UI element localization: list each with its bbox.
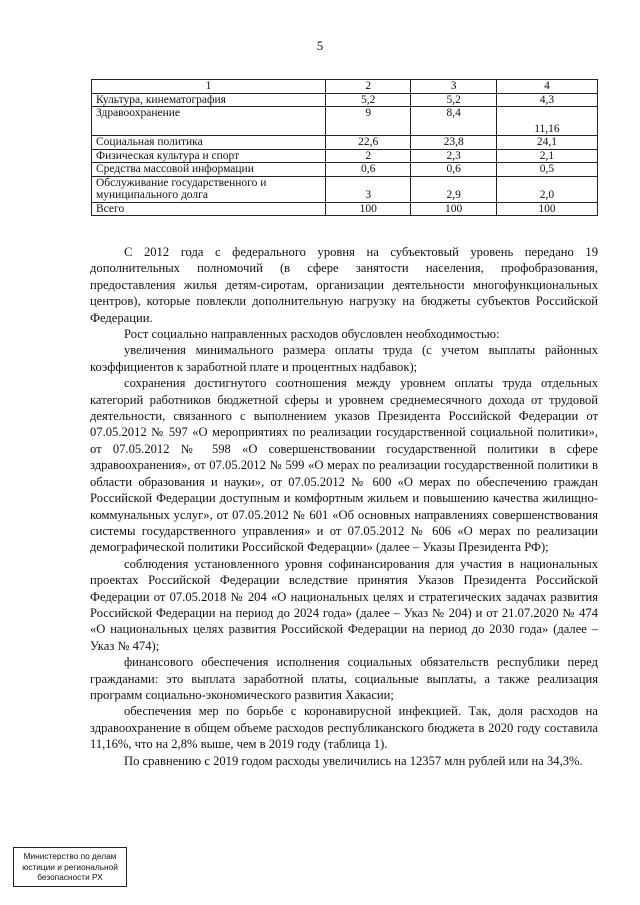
value-cell: 5,2 bbox=[326, 93, 411, 107]
ministry-stamp bbox=[13, 847, 127, 887]
value-cell: 23,8 bbox=[411, 136, 496, 150]
value-cell: 11,16 bbox=[496, 107, 597, 136]
value-cell: 8,4 bbox=[411, 107, 496, 136]
stamp-line: Министерство по делам bbox=[23, 851, 117, 861]
paragraph: увеличения минимального размера оплаты труда (с учетом выплаты районных коэффициентов к заработной плате и процентных надбавок); bbox=[90, 343, 598, 374]
stamp-line: юстиции и региональной bbox=[22, 861, 118, 872]
value-cell: 100 bbox=[496, 202, 597, 216]
row-label: Культура, кинематография bbox=[92, 93, 326, 107]
header-cell: 2 bbox=[326, 80, 411, 94]
stamp-line: безопасности РХ bbox=[37, 872, 103, 882]
paragraph: обеспечения мер по борьбе с коронавирусной инфекцией. Так, доля расходов на здравоохранение в общем объеме расходов республиканского бюджета в 2020 году составила 11,16%, что на 2,8% выше, чем в 2019 году (таблица 1). bbox=[90, 704, 598, 752]
header-cell: 3 bbox=[411, 80, 496, 94]
table-row bbox=[92, 93, 598, 107]
value-cell: 2,0 bbox=[496, 176, 597, 202]
value-cell: 4,3 bbox=[496, 93, 597, 107]
table-row bbox=[92, 107, 598, 136]
value-cell: 9 bbox=[326, 107, 411, 136]
paragraph: финансового обеспечения исполнения социальных обязательств республики перед гражданами: это выплата заработной платы, социальные выплаты, а также реализация программ социально-экономического развития Хакасии; bbox=[90, 655, 598, 702]
value-cell: 22,6 bbox=[326, 136, 411, 150]
value-cell: 2 bbox=[326, 149, 411, 163]
row-label: Всего bbox=[92, 202, 326, 216]
paragraph: соблюдения установленного уровня софинансирования для участия в национальных проектах Российской Федерации вследствие принятия Указов Президента Российской Федерации от 07.05.2018 № 204 «О национальных целях и стратегических задачах развития Российской Федерации на период до 2024 года» (далее – Указ № 204) и от 21.07.2020 № 474 «О национальных целях развития Российской Федерации на период до 2030 года» (далее – Указ № 474); bbox=[90, 556, 598, 653]
row-label: Обслуживание государственного и муниципального долга bbox=[92, 176, 326, 202]
paragraph: Рост социально направленных расходов обусловлен необходимостью: bbox=[124, 327, 500, 342]
value-cell: 2,1 bbox=[496, 149, 597, 163]
row-label: Средства массовой информации bbox=[92, 163, 326, 177]
table-row bbox=[92, 202, 598, 216]
paragraph: По сравнению с 2019 годом расходы увеличились на 12357 млн рублей или на 34,3%. bbox=[124, 753, 583, 768]
table-row bbox=[92, 176, 598, 202]
budget-structure-table bbox=[91, 79, 598, 216]
value-cell: 100 bbox=[326, 202, 411, 216]
row-label: Физическая культура и спорт bbox=[92, 149, 326, 163]
table-header-row bbox=[92, 80, 598, 94]
table-row bbox=[92, 163, 598, 177]
header-cell: 4 bbox=[496, 80, 597, 94]
value-cell: 5,2 bbox=[411, 93, 496, 107]
table-row bbox=[92, 136, 598, 150]
body-text bbox=[90, 244, 598, 769]
value-cell: 0,5 bbox=[496, 163, 597, 177]
value-cell: 100 bbox=[411, 202, 496, 216]
value-cell: 0,6 bbox=[326, 163, 411, 177]
value-cell: 0,6 bbox=[411, 163, 496, 177]
row-label: Здравоохранение bbox=[92, 107, 326, 136]
header-cell: 1 bbox=[92, 80, 326, 94]
paragraph: сохранения достигнутого соотношения между уровнем оплаты труда отдельных категорий работников бюджетной сферы и уровнем среднемесячного дохода от трудовой деятельности, связанного с выполнением указов Президента Российской Федерации от 07.05.2012 № 597 «О мероприятиях по реализации государственной социальной политики», от 07.05.2012 № 598 «О совершенствовании государственной политики в сфере здравоохранения», от 07.05.2012 № 599 «О мерах по реализации государственной политики в области образования и науки», от 07.05.2012 № 600 «О мерах по обеспечению граждан Российской Федерации доступным и комфортным жильем и повышению качества жилищно-коммунальных услуг», от 07.05.2012 № 601 «Об основных направлениях совершенствования системы государственного управления» и от 07.05.2012 № 606 «О мерах по реализации демографической политики Российской Федерации» (далее – Указы Президента РФ); bbox=[90, 376, 598, 555]
page-number: 5 bbox=[316, 38, 324, 53]
value-cell: 24,1 bbox=[496, 136, 597, 150]
paragraph: С 2012 года с федерального уровня на субъектовый уровень передано 19 дополнительных полномочий (в сфере занятости населения, профобразования, предоставления жилья детям-сиротам, организации деятельности многофункциональных центров), которые повлекли дополнительную нагрузку на бюджеты субъектов Российской Федерации. bbox=[90, 245, 598, 325]
value-cell: 2,9 bbox=[411, 176, 496, 202]
value-cell: 2,3 bbox=[411, 149, 496, 163]
value-cell: 3 bbox=[326, 176, 411, 202]
table-row bbox=[92, 149, 598, 163]
row-label: Социальная политика bbox=[92, 136, 326, 150]
